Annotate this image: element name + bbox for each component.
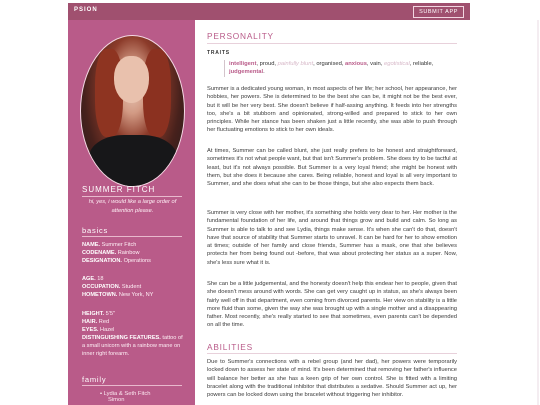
trait-intelligent: intelligent — [229, 61, 257, 67]
profile-sidebar — [68, 20, 195, 405]
field-label: DISTINGUISHING FEATURES. — [82, 335, 161, 341]
field-value: 5'5" — [105, 311, 115, 317]
trait-egotistical: egotistical — [384, 61, 410, 67]
portrait-clothing — [89, 135, 177, 187]
abilities-heading: ABILITIES — [207, 342, 253, 352]
character-quote: hi, yes, i would like a large order of attention please. — [88, 199, 177, 214]
field-label: CODENAME. — [82, 250, 117, 256]
family-divider — [82, 385, 182, 386]
field-value: Rainbow — [117, 250, 140, 256]
basic-hair — [82, 319, 184, 327]
personality-heading: PERSONALITY — [207, 31, 274, 41]
profile-portrait-image — [80, 35, 185, 187]
field-label: HEIGHT. — [82, 311, 105, 317]
field-value: Operations — [123, 258, 151, 264]
family-item: Simon — [108, 397, 125, 403]
name-divider — [82, 196, 182, 197]
personality-paragraph-2: At times, Summer can be called blunt, she just really prefers to be honest and straightforward, sometimes it's not what people want, but that isn't Summer's problem. She does try to be tactful at least, but it's not always possible. But Summer is a very loyal friend; she might be honest with them, but she does it because she cares. Being reliable, honest and loyal is all very important to Summer, and she does what she can to be those things, but she also expects them back. — [207, 148, 457, 187]
basic-hometown — [82, 292, 184, 300]
field-label: AGE. — [82, 276, 96, 282]
traits-list — [224, 60, 461, 77]
abilities-paragraph: Due to Summer's connections with a rebel group (and her dad), her powers were temporarily locked down to assess her state of mind. It's been determined that removing her father's influence will balance her better as she has a keen grip of her own control. She is fitted with a limiting bracelet along with the traditional inhibitor that distributes a sedative. Should Summer act up, her powers can be locked down using the bracelet without triggering her inhibitor. — [207, 359, 457, 398]
field-value: Hazel — [100, 327, 115, 333]
trait-separator: , reliable, — [409, 61, 434, 67]
basics-divider — [82, 236, 182, 237]
character-name: SUMMER FITCH — [82, 185, 156, 194]
traits-label: TRAITS — [207, 50, 230, 56]
trait-separator: , vain, — [366, 61, 384, 67]
field-label: HAIR. — [82, 319, 98, 325]
personality-paragraph-1: Summer is a dedicated young woman, in most aspects of her life; her school, her appearance, her hobbies, her powers. She is determined to be the best she can be, it might not be the best ever, but it will be her very best. She doesn't believe if half-assing anything. It feeds into her strengths too, she's a bit stubborn and opinionated, strong-willed and prepared to stick to her own principles. While her stance has been shaken just a little recently, she was able to push through her fluctuating emotions to stick to her own ideals. — [207, 86, 457, 134]
basic-distinguishing-features — [82, 335, 184, 358]
field-value: Red — [98, 319, 110, 325]
submit-app-button[interactable]: SUBMIT APP — [413, 6, 464, 18]
basic-name — [82, 242, 184, 250]
basic-designation — [82, 258, 184, 266]
top-navigation-bar — [68, 3, 470, 20]
personality-divider — [207, 43, 457, 44]
field-value: Summer Fitch — [101, 242, 137, 248]
field-value: 18 — [97, 276, 104, 282]
basic-age — [82, 276, 184, 284]
field-label: DESIGNATION. — [82, 258, 122, 264]
basic-height — [82, 311, 184, 319]
personality-paragraph-4: She can be a little judgemental, and the honesty doesn't help this endear her to people, given that she doesn't mess around with words. She can get very caught up in status, as she's always been fairly well off in that department, even coming from divorced parents. Her view on stability is a little more fluid than some, given the way she was brought up with a single mother and a disappearing father. Most recently, she's really started to see that sometimes, even parents can't be depended on all the time. — [207, 281, 457, 329]
trait-separator: , proud, — [256, 61, 278, 67]
personality-paragraph-3: Summer is very close with her mother, it's something she holds very dear to her. Her mother is the fundamental foundation of her life, and around that things grow and build and calm. So long as Summer is able to talk to and see Lydia, things make sense. It's when she can't do that, doesn't have that source of stability that Summer starts to unravel. It can be hard for her to show emotion at times; outside of her family and close friends, Summer has a mask, one that she believes protects her from being found out -before, that was about protecting her status as a super. Now, she's less sure what it is. — [207, 210, 457, 266]
field-label: HOMETOWN. — [82, 292, 118, 298]
page-scrollbar[interactable] — [537, 20, 539, 405]
trait-anxious: anxious — [345, 61, 367, 67]
portrait-face — [114, 56, 149, 103]
trait-painfully-blunt: painfully blunt — [277, 61, 314, 67]
trait-separator: , organised, — [313, 61, 346, 67]
site-brand[interactable]: PSION — [74, 7, 98, 13]
field-value: Student — [121, 284, 142, 290]
field-label: OCCUPATION. — [82, 284, 121, 290]
field-value: New York, NY — [118, 292, 154, 298]
hair-right — [143, 49, 171, 137]
basic-occupation — [82, 284, 184, 292]
family-item: Lydia & Seth Fitch — [103, 391, 151, 397]
field-label: EYES. — [82, 327, 99, 333]
field-label: NAME. — [82, 242, 101, 248]
family-list: • Lydia & Seth Fitch Simon — [100, 391, 151, 403]
field-value: tattoo of a small unicorn with a rainbow mane on inner right forearm. — [82, 335, 183, 357]
basic-eyes — [82, 327, 184, 335]
abilities-divider — [207, 353, 457, 354]
basics-heading: basics — [82, 226, 109, 235]
family-heading: family — [82, 375, 107, 384]
trait-period: . — [263, 69, 265, 76]
basic-codename — [82, 250, 184, 258]
trait-judgemental: judgemental — [229, 69, 264, 76]
